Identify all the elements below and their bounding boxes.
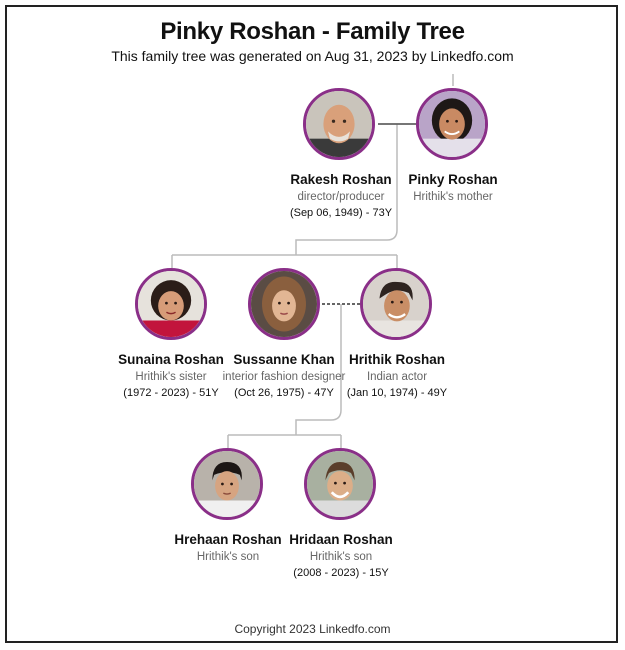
person-role: Indian actor <box>366 371 428 383</box>
person-role: interior fashion designer <box>222 371 346 383</box>
avatar-sussanne[interactable] <box>248 268 320 340</box>
avatar-sunaina[interactable] <box>135 268 207 340</box>
person-role: Hrithik's sister <box>135 371 207 383</box>
copyright-footer: Copyright 2023 Linkedfo.com <box>234 622 391 636</box>
avatar-rakesh[interactable] <box>303 88 375 160</box>
person-role: Hrithik's son <box>309 551 373 563</box>
portrait-rakesh-image <box>306 91 372 157</box>
person-hrithik <box>327 351 467 401</box>
person-pinky <box>383 171 523 205</box>
person-name: Rakesh Roshan <box>290 172 392 187</box>
avatar-pinky[interactable] <box>416 88 488 160</box>
person-name: Hrehaan Roshan <box>174 532 282 547</box>
person-role: director/producer <box>297 191 385 203</box>
portrait-pinky-image <box>419 91 485 157</box>
person-dates: (Sep 06, 1949) - 73Y <box>289 207 393 219</box>
person-role: Hrithik's son <box>196 551 260 563</box>
portrait-hrithik-image <box>363 271 429 337</box>
avatar-hrehaan[interactable] <box>191 448 263 520</box>
person-dates: (Jan 10, 1974) - 49Y <box>346 387 448 399</box>
person-hridaan <box>271 531 411 581</box>
person-name: Hrithik Roshan <box>348 352 445 367</box>
portrait-sussanne-image <box>251 271 317 337</box>
person-name: Sunaina Roshan <box>118 352 224 367</box>
person-name: Pinky Roshan <box>408 172 498 187</box>
person-name: Hridaan Roshan <box>289 532 393 547</box>
avatar-hridaan[interactable] <box>304 448 376 520</box>
person-dates: (2008 - 2023) - 15Y <box>293 567 389 579</box>
person-role: Hrithik's mother <box>413 191 493 203</box>
page-subtitle: This family tree was generated on Aug 31, 2023 by Linkedfo.com <box>111 48 514 64</box>
portrait-hridaan-image <box>307 451 373 517</box>
person-name: Sussanne Khan <box>233 352 335 367</box>
person-dates: (1972 - 2023) - 51Y <box>123 387 219 399</box>
portrait-hrehaan-image <box>194 451 260 517</box>
page-title: Pinky Roshan - Family Tree <box>160 18 465 45</box>
person-dates: (Oct 26, 1975) - 47Y <box>234 387 334 399</box>
portrait-sunaina-image <box>138 271 204 337</box>
avatar-hrithik[interactable] <box>360 268 432 340</box>
